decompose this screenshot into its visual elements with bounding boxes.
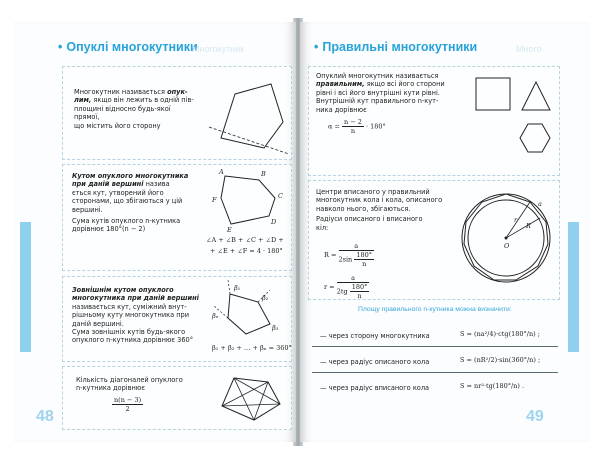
- square-shape: [476, 78, 510, 110]
- label-B: B: [261, 170, 266, 178]
- label-C: C: [278, 192, 283, 200]
- left-page-heading: • Опуклі многокутники: [58, 40, 198, 54]
- area-formula-3: S = nr²·tg(180°/n) .: [460, 382, 525, 390]
- circles-text: Центри вписаного у правильний многокутник кола і кола, описаного навколо нього, збігаються. Радіуси описаного і вписаного кіл:: [316, 188, 443, 232]
- left-page-number: 48: [36, 408, 54, 425]
- diagonal-line: [234, 378, 254, 420]
- exterior-angle-figure: [210, 278, 290, 338]
- diagonals-formula: $\frac{n(n - 3)}{2}$: [114, 396, 142, 413]
- label-R: R: [526, 222, 531, 230]
- left-side-strip: [11, 222, 31, 352]
- area-row-2: — через радіус описаного кола: [320, 358, 430, 366]
- left-page: [11, 22, 296, 442]
- convex-polygon-figure: [209, 72, 289, 152]
- label-beta1: β₁: [234, 284, 241, 292]
- area-row-1: — через сторону многокутника: [320, 332, 430, 340]
- label-betan: βₙ: [212, 312, 219, 320]
- divider: [312, 346, 558, 347]
- regular-definition-text: Опуклий многокутник називається правильним, якщо всі його сторони рівні і всі його внутрішні кути рівні. Внутрішній кут правильного n-кут- ника дорівнює: [316, 72, 445, 114]
- hexagon-ABCDEF: [221, 176, 275, 224]
- convex-definition-text: Многокутник називається опук- лим, якщо він лежить в одній пів- площині відносно будь-якої прямої, що містить його сторону: [74, 88, 194, 130]
- angle-sum-equation-1: ∠A + ∠B + ∠C + ∠D +: [206, 236, 284, 244]
- label-D: D: [271, 218, 277, 226]
- exterior-sum-equation: β₁ + β₂ + … + βₙ = 360°: [212, 344, 292, 352]
- label-r: r: [514, 216, 518, 224]
- label-O: O: [504, 242, 510, 250]
- diagonals-figure: [218, 374, 284, 422]
- hexagon-figure: [209, 168, 289, 234]
- center-point: [505, 237, 508, 240]
- area-title: Площу правильного n-кутника можна визначити:: [358, 306, 512, 313]
- label-beta2: β₂: [262, 294, 269, 302]
- label-E: E: [227, 226, 232, 234]
- hexagon-shape: [520, 124, 550, 152]
- ghost-heading: Много: [516, 44, 542, 54]
- radius-r: [506, 218, 540, 238]
- right-page-number: 49: [526, 408, 544, 425]
- angle-sum-equation-2: + ∠E + ∠F = 4 · 180°: [210, 247, 283, 255]
- diagonal-line: [254, 382, 268, 420]
- left-side-label: Многокутники: [11, 264, 19, 309]
- right-page: [300, 22, 590, 442]
- label-F: F: [212, 196, 217, 204]
- right-page-heading: • Правильні многокутники: [314, 40, 478, 54]
- angle-at-vertex-text: Кутом опуклого многокутника при даній вершині назива ється кут, утворений його сторонами, що збігаються у цій вершині. Сума кутів опуклого n-кутника дорівнює 180°(n − 2): [72, 172, 189, 234]
- interior-angle-formula: α = $\frac{n - 2}{n}$ · 180°: [328, 118, 386, 135]
- divider: [312, 372, 558, 373]
- exterior-angle-text: Зовнішнім кутом опуклого многокутника при даній вершині називається кут, суміжний внут- рішньому куту многокутника при даній вершині. Сума зовнішніх кутів будь-якого опуклого n-кутника дорівнює 360°: [72, 286, 199, 345]
- radius-R: [506, 202, 530, 238]
- regular-polygons-figure: [470, 74, 556, 164]
- bullet-icon: •: [314, 40, 319, 54]
- convex-polygon: [221, 84, 283, 148]
- area-formula-1: S = (na²/4)·ctg(180°/n) ;: [460, 330, 540, 338]
- area-formula-2: S = (nR²/2)·sin(360°/n) ;: [460, 356, 541, 364]
- area-row-3: — через радіус вписаного кола: [320, 384, 430, 392]
- circumradius-formula: R = a 2sin $\frac{180^\circ}{n}$: [324, 242, 372, 268]
- inradius-formula: r = a 2tg $\frac{180^\circ}{n}$: [324, 274, 368, 300]
- ghost-heading: Многокутник: [192, 44, 245, 54]
- diagonal-line: [222, 382, 268, 406]
- label-a: a: [538, 200, 542, 208]
- bullet-icon: •: [58, 40, 63, 54]
- right-side-label: Многокутники: [559, 264, 567, 309]
- label-beta3: β₃: [272, 324, 279, 332]
- triangle-shape: [522, 82, 550, 110]
- diagonal-line: [222, 404, 280, 406]
- label-A: A: [219, 168, 224, 176]
- extension-line: [228, 280, 230, 294]
- right-side-strip: [559, 222, 579, 352]
- diagonals-text: Кількість діагоналей опуклого n-кутника дорівнює: [76, 376, 183, 393]
- inscribed-circumscribed-figure: [456, 182, 556, 292]
